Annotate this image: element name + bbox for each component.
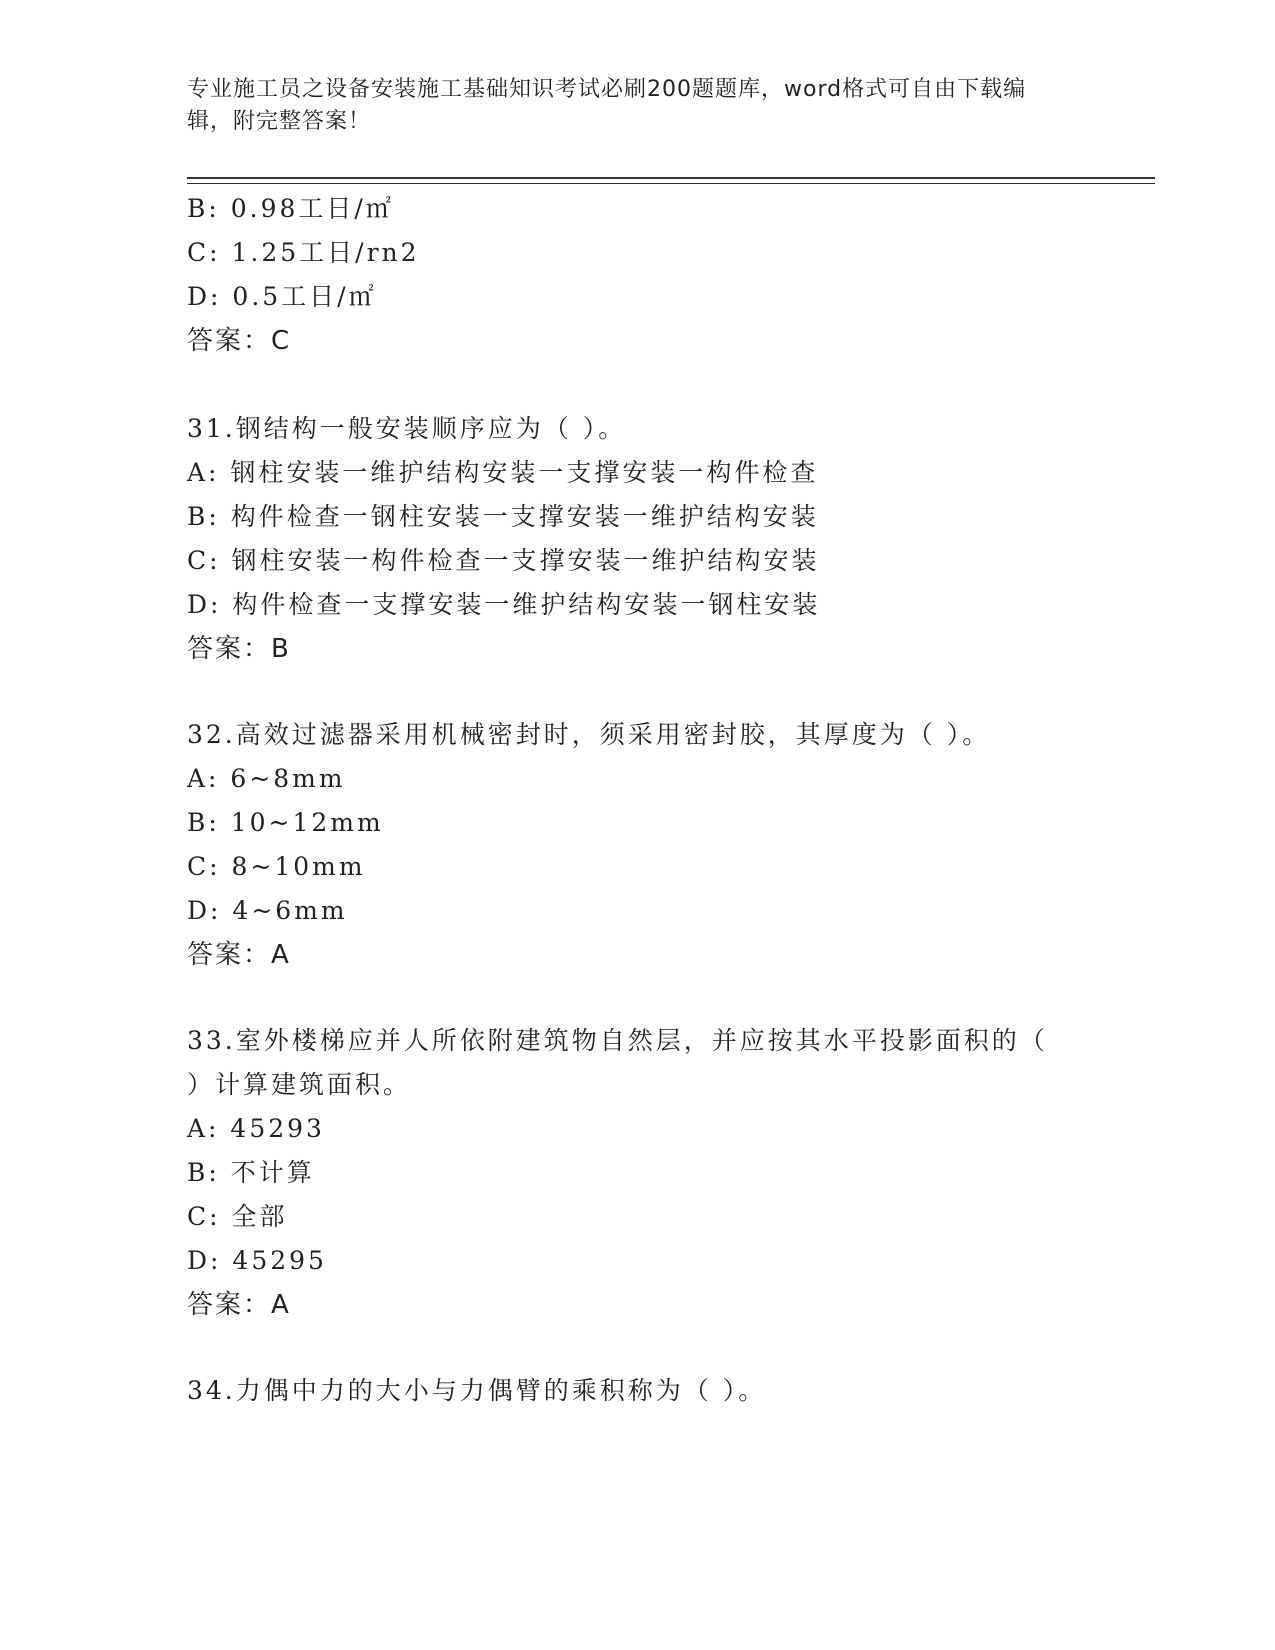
q30-option-d: D: 0.5工日/㎡	[187, 282, 377, 311]
q31-option-d: D: 构件检查一支撑安装一维护结构安装一钢柱安装	[187, 590, 821, 619]
q32-option-b: B: 10~12mm	[187, 808, 384, 837]
q31-option-b: B: 构件检查一钢柱安装一支撑安装一维护结构安装	[187, 502, 819, 531]
q33-question-line2: ）计算建筑面积。	[187, 1070, 412, 1099]
q33-option-c: C: 全部	[187, 1202, 288, 1231]
q33-option-b: B: 不计算	[187, 1158, 315, 1187]
q31-answer: 答案：B	[187, 634, 291, 664]
q34-question: 34.力偶中力的大小与力偶臂的乘积称为（ ）。	[187, 1376, 767, 1405]
q30-answer: 答案：C	[187, 326, 292, 356]
q32-question: 32.高效过滤器采用机械密封时，须采用密封胶，其厚度为（ ）。	[187, 720, 991, 749]
q32-answer: 答案：A	[187, 940, 291, 970]
document-header-title: 专业施工员之设备安装施工基础知识考试必刷200题题库，word格式可自由下载编辑，附完整答案！	[187, 77, 1027, 134]
header-rule-thick	[187, 177, 1155, 179]
q31-option-a: A: 钢柱安装一维护结构安装一支撑安装一构件检查	[187, 458, 819, 487]
q32-option-d: D: 4~6mm	[187, 896, 348, 925]
q30-option-c: C: 1.25工日/rn2	[187, 238, 420, 267]
q33-answer: 答案：A	[187, 1290, 291, 1320]
header-rule-thin	[187, 183, 1155, 184]
q33-option-a: A: 45293	[187, 1114, 325, 1143]
q33-question-line1: 33.室外楼梯应并人所依附建筑物自然层，并应按其水平投影面积的（	[187, 1026, 1048, 1055]
q31-option-c: C: 钢柱安装一构件检查一支撑安装一维护结构安装	[187, 546, 820, 575]
q32-option-a: A: 6~8mm	[187, 764, 346, 793]
q31-question: 31.钢结构一般安装顺序应为（ ）。	[187, 414, 627, 443]
q33-option-d: D: 45295	[187, 1246, 327, 1275]
q32-option-c: C: 8~10mm	[187, 852, 366, 881]
q30-option-b: B: 0.98工日/㎡	[187, 194, 394, 223]
